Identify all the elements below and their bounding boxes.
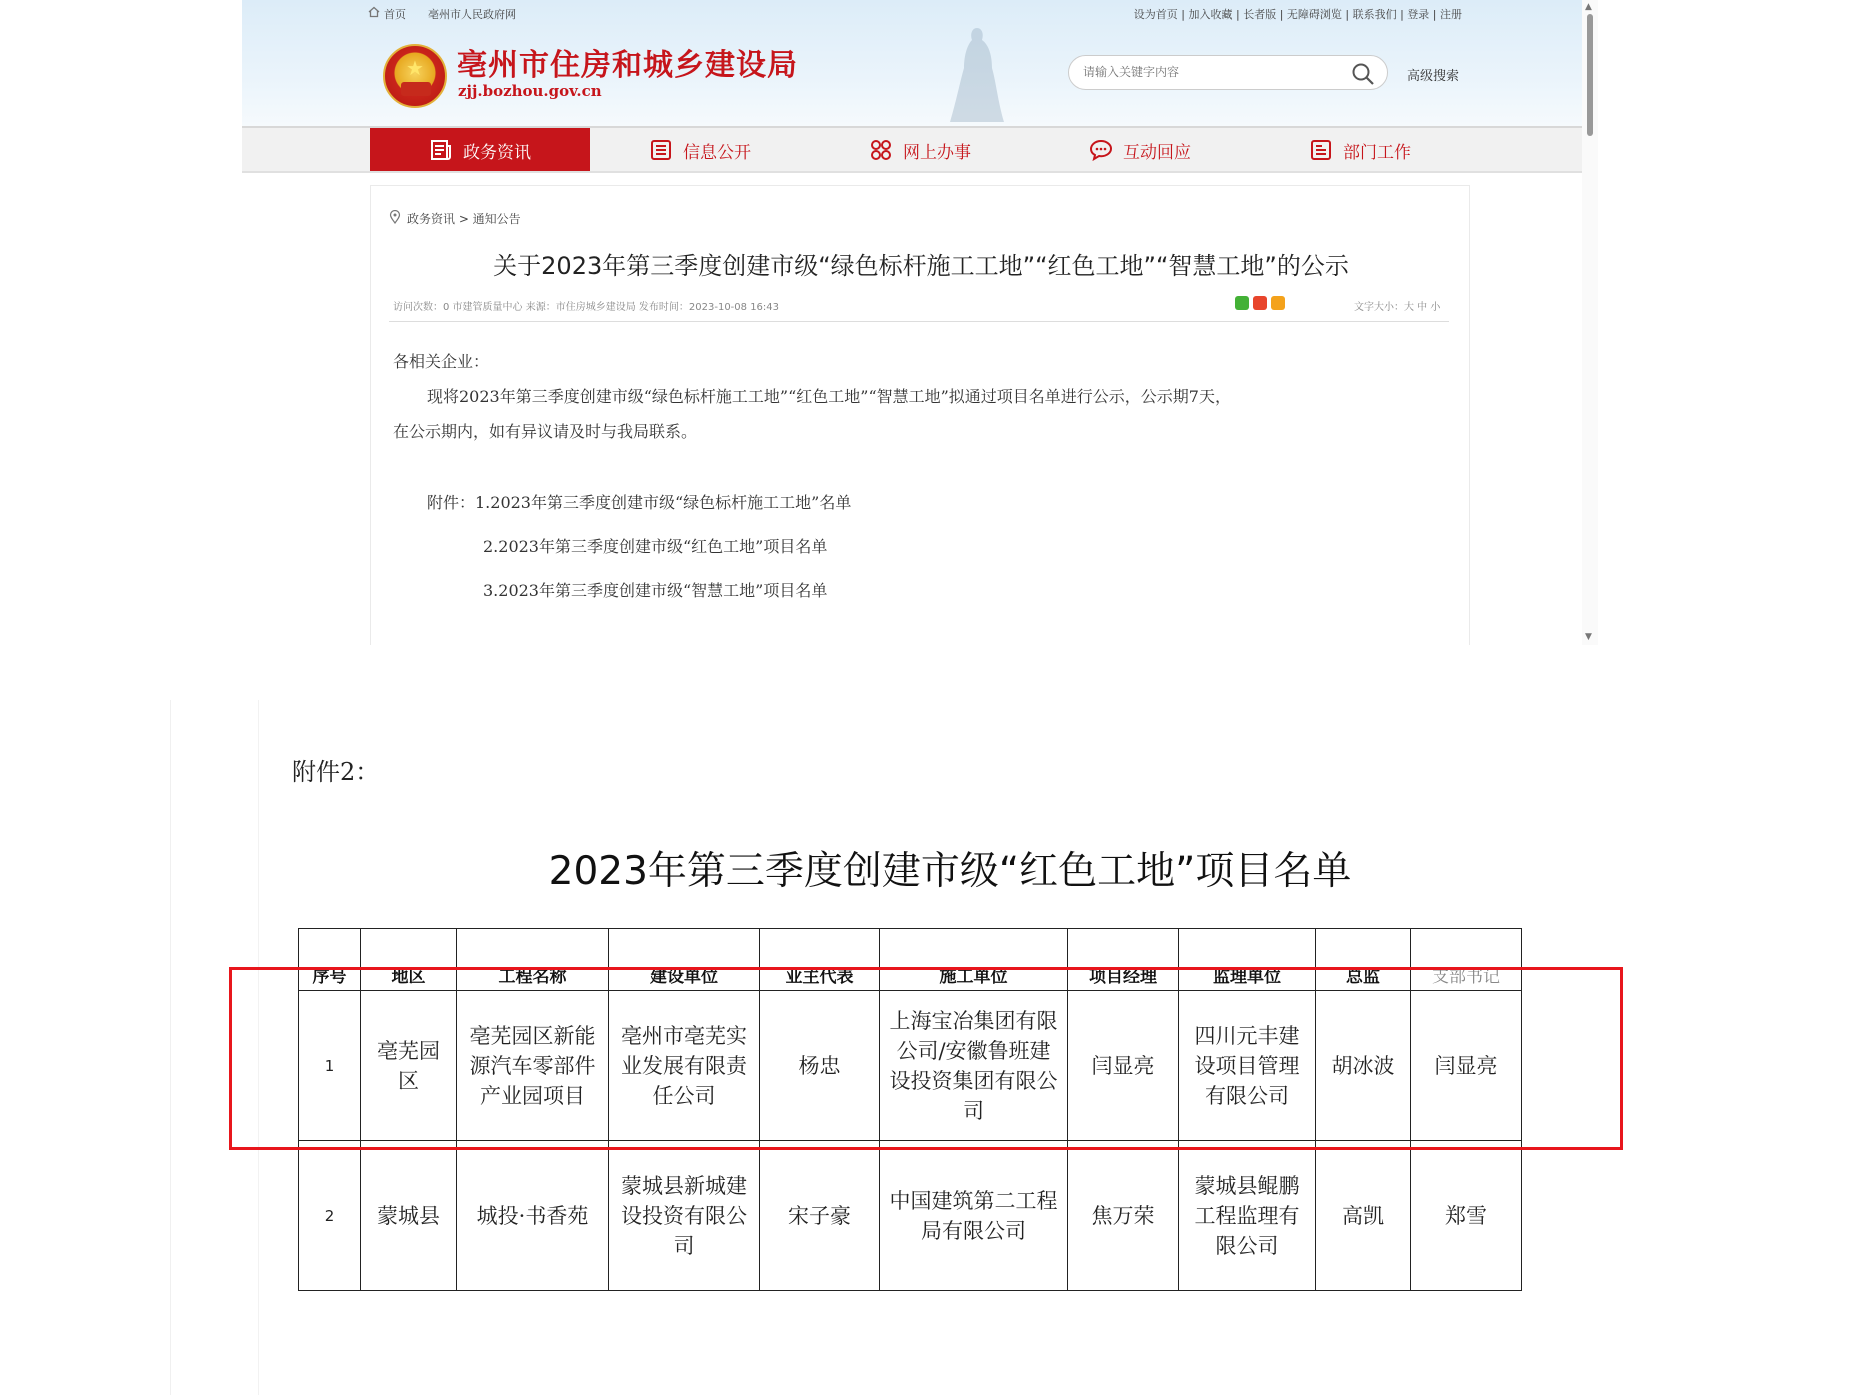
project-table [298,928,1522,1291]
website-viewport [242,0,1598,645]
site-header [242,0,1582,128]
wechat-share-icon[interactable] [1235,296,1249,310]
chat-icon [1089,138,1113,162]
table-row [299,991,1522,1141]
column-header: 地区 [361,929,457,991]
document-title: 2023年第三季度创建市级“红色工地”项目名单 [548,849,1352,894]
table-cell: 蒙城县鲲鹏工程监理有限公司 [1179,1141,1316,1291]
table-cell: 上海宝冶集团有限公司/安徽鲁班建设投资集团有限公司 [880,991,1068,1141]
column-header: 总监 [1316,929,1411,991]
page-margin-line [170,700,171,1395]
scrollbar[interactable] [1582,0,1598,645]
attachment-link-1[interactable]: 附件：1.2023年第三季度创建市级“绿色标杆施工工地”名单 [427,493,852,512]
gov-portal-link[interactable]: 亳州市人民政府网 [428,8,516,21]
meta-divider [389,321,1449,322]
table-cell: 蒙城县新城建设投资有限公司 [609,1141,760,1291]
favorite-star-icon[interactable] [1271,296,1285,310]
share-buttons [1235,296,1285,310]
annex-label: 附件2： [292,758,380,786]
column-header: 施工单位 [880,929,1068,991]
article-greeting: 各相关企业： [393,352,490,371]
nav-label: 部门工作 [1343,142,1411,163]
table-cell: 焦万荣 [1068,1141,1179,1291]
search-box[interactable] [1068,55,1388,90]
main-nav [242,128,1582,172]
attachment-link-3[interactable]: 3.2023年第三季度创建市级“智慧工地”项目名单 [483,581,828,600]
table-cell: 亳芜园区 [361,991,457,1141]
table-header-row [299,929,1522,991]
nav-label: 网上办事 [903,142,971,163]
table-cell: 杨忠 [760,991,880,1141]
breadcrumb[interactable]: 政务资讯 > 通知公告 [407,212,521,226]
newspaper-icon [429,138,453,162]
nav-item-department[interactable] [1250,128,1470,172]
search-icon[interactable] [1351,62,1375,86]
nav-label: 政务资讯 [463,142,531,163]
home-icon [368,6,380,18]
article-paragraph-line1: 现将2023年第三季度创建市级“绿色标杆施工工地”“红色工地”“智慧工地”拟通过项目名单进行公示，公示期7天， [427,387,1231,406]
attachment-document [0,680,1860,1395]
table-cell: 闫显亮 [1068,991,1179,1141]
table-cell: 宋子豪 [760,1141,880,1291]
column-header: 监理单位 [1179,929,1316,991]
site-name[interactable]: 亳州市住房和城乡建设局 [457,48,798,83]
column-header: 工程名称 [457,929,609,991]
column-header: 支部书记 [1411,929,1522,991]
table-cell: 闫显亮 [1411,991,1522,1141]
grid-icon [869,138,893,162]
article-meta: 访问次数：0 市建管质量中心 来源：市住房城乡建设局 发布时间：2023-10-08 16:43 [393,302,780,313]
table-cell: 中国建筑第二工程局有限公司 [880,1141,1068,1291]
scroll-thumb[interactable] [1587,14,1593,136]
site-domain: zjj.bozhou.gov.cn [458,82,602,100]
nav-item-services[interactable] [810,128,1030,172]
home-link[interactable]: 首页 [384,8,406,21]
page-margin-line [258,700,259,1395]
weibo-share-icon[interactable] [1253,296,1267,310]
table-cell: 城投·书香苑 [457,1141,609,1291]
nav-item-news[interactable] [370,128,590,172]
table-cell: 2 [299,1141,361,1291]
document-icon [1309,138,1333,162]
article-title: 关于2023年第三季度创建市级“绿色标杆施工工地”“红色工地”“智慧工地”的公示 [493,252,1349,280]
statue-watermark-icon [942,22,1012,126]
table-cell: 1 [299,991,361,1141]
column-header: 建设单位 [609,929,760,991]
top-utility-links[interactable]: 设为首页 | 加入收藏 | 长者版 | 无障碍浏览 | 联系我们 | 登录 | 注册 [1133,8,1462,21]
font-size-controls[interactable]: 文字大小：大 中 小 [1354,302,1441,313]
table-cell: 蒙城县 [361,1141,457,1291]
nav-label: 互动回应 [1123,142,1191,163]
national-emblem-logo [383,44,447,108]
nav-item-info[interactable] [590,128,810,172]
location-pin-icon [389,210,401,224]
advanced-search-link[interactable]: 高级搜索 [1407,69,1460,84]
table-cell: 四川元丰建设项目管理有限公司 [1179,991,1316,1141]
article-panel [370,185,1470,645]
list-icon [649,138,673,162]
table-cell: 亳州市亳芜实业发展有限责任公司 [609,991,760,1141]
column-header: 项目经理 [1068,929,1179,991]
column-header: 业主代表 [760,929,880,991]
scroll-down-arrow-icon[interactable]: ▼ [1585,632,1592,642]
column-header: 序号 [299,929,361,991]
nav-label: 信息公开 [683,142,751,163]
nav-item-interaction[interactable] [1030,128,1250,172]
scroll-up-arrow-icon[interactable]: ▲ [1585,2,1592,12]
search-input[interactable] [1083,65,1343,79]
nav-divider [242,171,1582,173]
table-row [299,1141,1522,1291]
table-cell: 郑雪 [1411,1141,1522,1291]
attachment-link-2[interactable]: 2.2023年第三季度创建市级“红色工地”项目名单 [483,537,828,556]
article-paragraph-line2: 在公示期内，如有异议请及时与我局联系。 [393,422,698,441]
table-cell: 亳芜园区新能源汽车零部件产业园项目 [457,991,609,1141]
table-cell: 高凯 [1316,1141,1411,1291]
table-cell: 胡冰波 [1316,991,1411,1141]
